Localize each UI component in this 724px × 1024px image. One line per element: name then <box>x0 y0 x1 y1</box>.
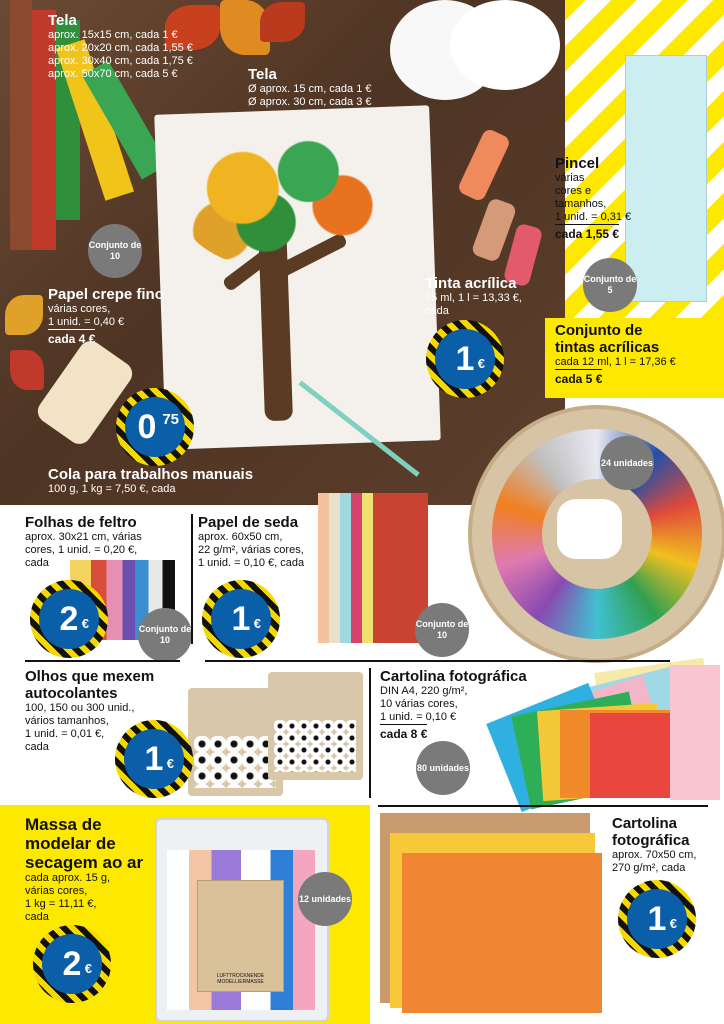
price-value: 0 <box>137 407 157 446</box>
section-divider <box>369 668 371 798</box>
product-detail-line: aprox. 30x21 cm, várias <box>25 531 142 543</box>
clay-pack-label <box>197 880 284 992</box>
brush-package <box>625 55 707 302</box>
product-detail-line: 100, 150 ou 300 unid., <box>25 702 135 714</box>
product-detail-line: DIN A4, 220 g/m², <box>380 685 468 697</box>
product-title: Cartolina fotográfica <box>380 668 527 685</box>
price-currency: € <box>477 356 485 371</box>
product-title: Folhas de feltro <box>25 514 137 531</box>
product-title: Papel crepe fino <box>48 286 164 303</box>
price-currency: € <box>166 756 174 771</box>
paint-set-wheel <box>468 405 724 663</box>
product-detail-line: cada <box>25 911 49 923</box>
product-seda <box>198 514 328 570</box>
product-tela-canvas <box>48 12 228 81</box>
product-detail-line: várias cores, <box>48 303 111 315</box>
price-badge <box>116 388 194 466</box>
product-title: Cartolina <box>612 815 678 832</box>
product-title: Conjunto de tintas acrílicas <box>555 322 660 356</box>
product-tela-round <box>248 66 418 109</box>
product-conjunto-tintas <box>555 322 720 388</box>
section-divider <box>191 514 193 644</box>
product-title: Olhos que mexem <box>25 668 155 685</box>
palette <box>557 499 622 559</box>
product-title: fotográfica <box>612 832 690 849</box>
round-canvas <box>450 0 560 90</box>
price-value: 1 <box>231 599 251 638</box>
product-detail-line: aprox. 70x50 cm, <box>612 849 697 861</box>
autumn-leaf <box>5 295 43 335</box>
canvas-board <box>154 105 441 449</box>
product-detail-line: várias <box>555 172 585 184</box>
price-badge <box>618 880 696 958</box>
googly-eyes-pack <box>268 672 363 780</box>
product-detail-line: aprox. 15x15 cm, cada 1 € <box>48 29 178 41</box>
set-count-badge: Conjunto de 10 <box>138 608 192 662</box>
product-detail-line: várias cores, <box>25 885 88 897</box>
product-detail-line: cores e <box>555 185 592 197</box>
set-count-badge: Conjunto de 5 <box>583 258 637 312</box>
product-title: Tinta acrílica <box>425 275 517 292</box>
product-detail-line: aprox. 30x40 cm, cada 1,75 € <box>48 55 193 67</box>
product-massa <box>25 815 165 924</box>
product-detail-line: 1 unid. = 0,10 € <box>380 711 457 723</box>
price-value: 1 <box>455 339 475 378</box>
product-detail-line: cada <box>25 741 49 753</box>
product-title: Pincel <box>555 155 600 172</box>
product-cartolina-grande <box>612 815 720 875</box>
product-title: autocolantes <box>25 685 118 702</box>
product-price: cada 1,55 € <box>555 224 619 241</box>
price-currency: € <box>84 961 92 976</box>
product-detail-line: Ø aprox. 30 cm, cada 3 € <box>248 96 372 108</box>
paint-tube <box>457 127 512 202</box>
product-cola <box>48 466 288 496</box>
price-value: 2 <box>62 944 82 983</box>
section-divider <box>25 660 180 662</box>
price-badge <box>426 320 504 398</box>
large-card-stack <box>380 813 605 1013</box>
set-count-badge: 80 unidades <box>416 741 470 795</box>
product-title: Tela <box>48 12 77 29</box>
product-detail-line: cada 12 ml, 1 l = 17,36 € <box>555 356 676 368</box>
price-currency: € <box>81 616 89 631</box>
product-detail-line: 1 unid. = 0,10 €, cada <box>198 557 305 569</box>
product-detail-line: tamanhos, <box>555 198 607 210</box>
price-badge <box>33 925 111 1003</box>
section-divider <box>378 805 708 807</box>
clay-pack-text: LUFTTROCKNENDE MODELLIERMASSE <box>216 973 265 985</box>
price-currency: € <box>669 916 677 931</box>
product-detail-line: cores, 1 unid. = 0,20 €, <box>25 544 138 556</box>
product-price: cada 5 € <box>555 369 602 386</box>
set-count-badge: 24 unidades <box>600 436 654 490</box>
product-detail-line: cada <box>425 305 449 317</box>
product-detail-line: Ø aprox. 15 cm, cada 1 € <box>248 83 372 95</box>
product-title: secagem ao ar <box>25 853 144 872</box>
product-detail-line: aprox. 20x20 cm, cada 1,55 € <box>48 42 193 54</box>
tissue-paper-stack <box>318 493 428 643</box>
product-detail-line: vários tamanhos, <box>25 715 109 727</box>
product-title: Papel de seda <box>198 514 299 531</box>
product-title: Massa de <box>25 815 102 834</box>
product-pincel <box>555 155 635 243</box>
price-value: 1 <box>144 739 164 778</box>
product-papel-crepe <box>48 286 208 348</box>
price-currency: € <box>253 616 261 631</box>
section-divider <box>205 660 670 662</box>
product-price: cada 8 € <box>380 724 427 741</box>
product-detail-line: 1 unid. = 0,40 € <box>48 316 125 328</box>
product-title: Tela <box>248 66 277 83</box>
set-count-badge: 12 unidades <box>298 872 352 926</box>
product-detail-line: 10 várias cores, <box>380 698 458 710</box>
product-detail-line: 100 g, 1 kg = 7,50 €, cada <box>48 483 176 495</box>
price-value: 1 <box>647 899 667 938</box>
modelling-clay-bag <box>155 818 329 1022</box>
product-title: Cola para trabalhos manuais <box>48 466 254 483</box>
autumn-leaf <box>10 350 44 390</box>
product-detail-line: aprox. 60x50 cm, <box>198 531 283 543</box>
set-count-badge: Conjunto de 10 <box>415 603 469 657</box>
colored-card-stack <box>480 665 720 800</box>
product-detail-line: 22 g/m², várias cores, <box>198 544 304 556</box>
product-detail-line: aprox. 50x70 cm, cada 5 € <box>48 68 178 80</box>
product-detail-line: 1 unid. = 0,31 € <box>555 211 632 223</box>
price-cents: 75 <box>162 411 179 428</box>
set-count-badge: Conjunto de 10 <box>88 224 142 278</box>
price-badge <box>202 580 280 658</box>
product-detail-line: 1 kg = 11,11 €, <box>25 898 97 910</box>
product-price: cada 4 € <box>48 329 95 346</box>
product-detail-line: 75 ml, 1 l = 13,33 €, <box>425 292 522 304</box>
product-detail-line: 1 unid. = 0,01 €, <box>25 728 105 740</box>
price-badge <box>115 720 193 798</box>
product-detail-line: cada <box>25 557 49 569</box>
tree-foliage <box>175 127 400 275</box>
product-detail-line: cada aprox. 15 g, <box>25 872 111 884</box>
product-detail-line: 270 g/m², cada <box>612 862 686 874</box>
product-tinta-acrilica <box>425 275 555 318</box>
autumn-leaf <box>260 2 305 42</box>
price-value: 2 <box>59 599 79 638</box>
price-badge <box>30 580 108 658</box>
product-title: modelar de <box>25 834 116 853</box>
